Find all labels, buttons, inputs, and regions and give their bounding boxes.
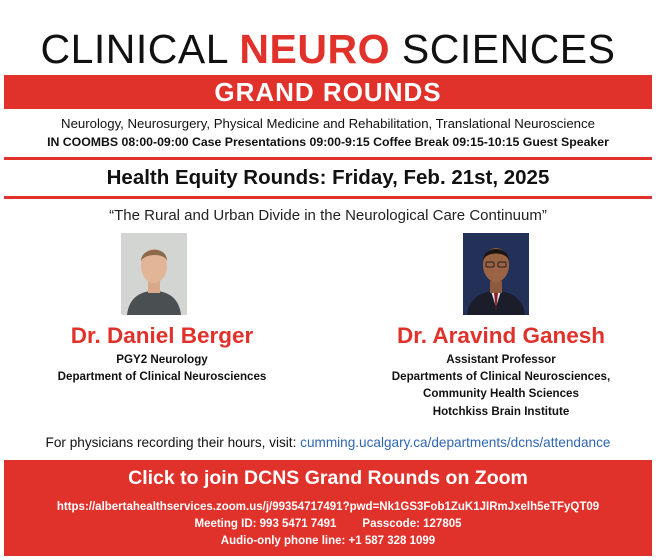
attendance-link[interactable]: cumming.ucalgary.ca/departments/dcns/attendance [300, 435, 611, 450]
title-part-2: SCIENCES [390, 26, 616, 72]
page-title [0, 26, 656, 72]
divider-top [4, 157, 652, 160]
speaker-department: Departments of Clinical Neurosciences, [391, 370, 611, 383]
zoom-meeting-info [4, 518, 652, 530]
speaker-photo [463, 233, 529, 315]
title-part-1: CLINICAL [40, 26, 240, 72]
zoom-link[interactable]: https://albertahealthservices.zoom.us/j/99354717491?pwd=Nk1GS3Fob1ZuK1JIRmJxelh5eTFyQT09 [56, 501, 600, 513]
speaker-department: Department of Clinical Neurosciences [57, 370, 267, 383]
speaker-department-2: Community Health Sciences [423, 387, 579, 400]
talk-title: “The Rural and Urban Divide in the Neurological Care Continuum” [109, 207, 547, 224]
attendance-prefix: For physicians recording their hours, visit: [45, 435, 301, 450]
speaker-photo [121, 233, 187, 315]
speaker-name: Dr. Aravind Ganesh [397, 323, 605, 348]
event-heading: Health Equity Rounds: Friday, Feb. 21st, 2025 [106, 166, 550, 189]
divider-bottom [4, 196, 652, 199]
title-accent: NEURO [239, 26, 390, 72]
departments-line: Neurology, Neurosurgery, Physical Medicine and Rehabilitation, Translational Neuroscience [61, 116, 595, 131]
zoom-join-button[interactable]: Click to join DCNS Grand Rounds on Zoom [128, 467, 528, 489]
passcode: Passcode: 127805 [362, 518, 462, 530]
grand-rounds-banner: GRAND ROUNDS [4, 75, 652, 109]
person-portrait-icon [121, 233, 187, 315]
speaker-role: Assistant Professor [446, 353, 556, 366]
zoom-phone-line: Audio-only phone line: +1 587 328 1099 [220, 535, 436, 547]
meeting-id: Meeting ID: 993 5471 7491 [194, 518, 337, 530]
speaker-role: PGY2 Neurology [116, 353, 208, 366]
zoom-join-panel[interactable] [4, 460, 652, 556]
schedule-line: IN COOMBS 08:00-09:00 Case Presentations 09:00-9:15 Coffee Break 09:15-10:15 Guest Speaker [47, 135, 609, 149]
person-portrait-icon [463, 233, 529, 315]
attendance-note [0, 435, 656, 450]
speaker-name: Dr. Daniel Berger [70, 323, 254, 348]
speaker-institute: Hotchkiss Brain Institute [432, 405, 570, 418]
